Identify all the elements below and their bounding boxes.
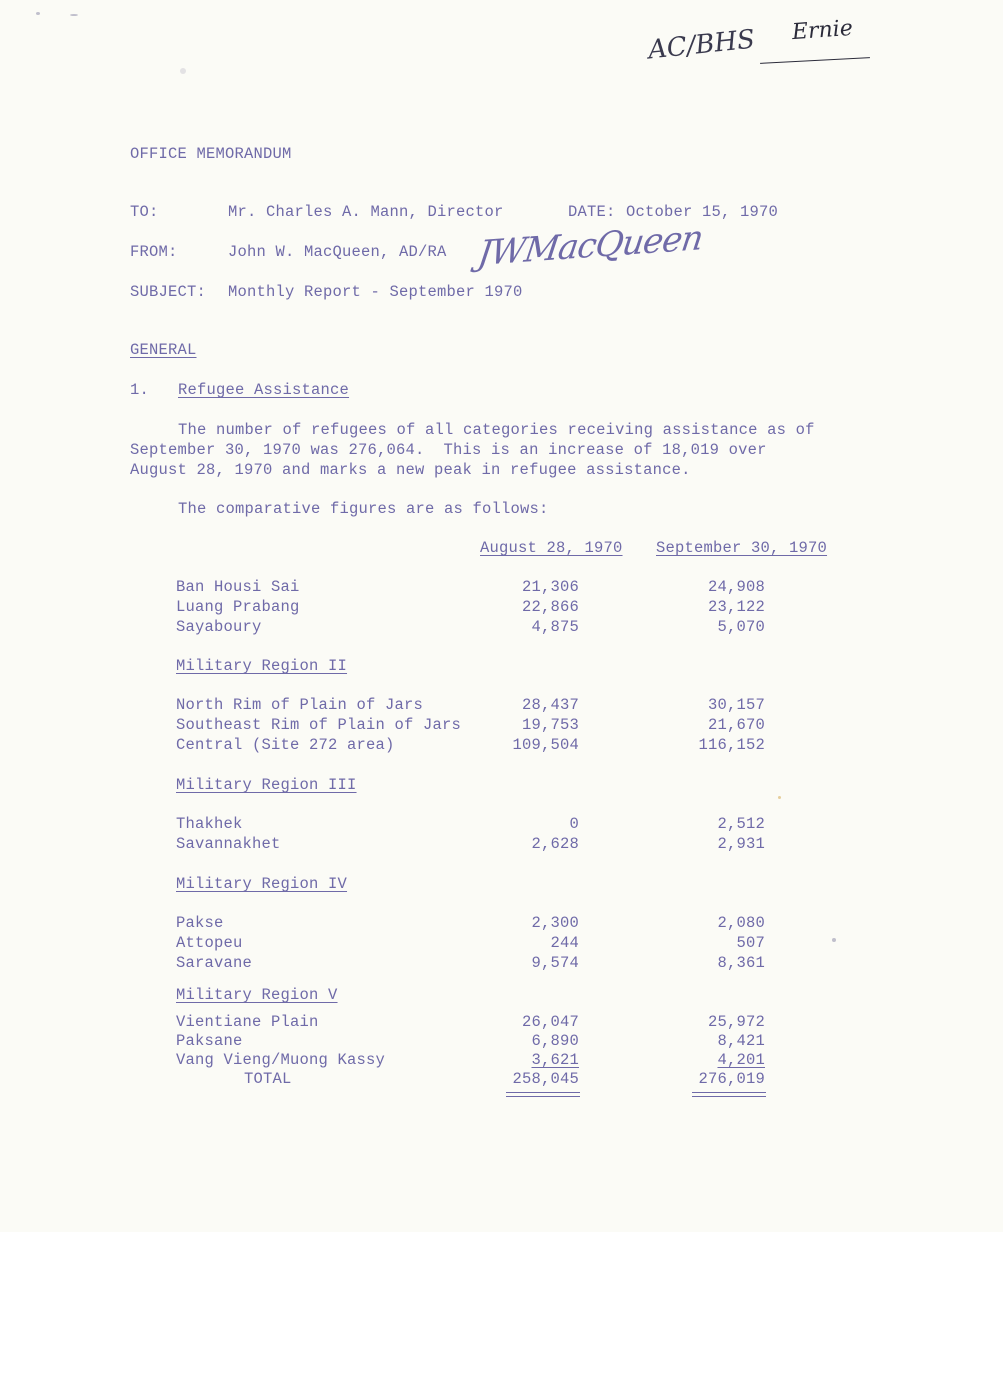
paragraph-line: September 30, 1970 was 276,064. This is an increase of 18,019 over [130, 441, 767, 459]
item-number: 1. [130, 381, 150, 399]
total-label: TOTAL [244, 1070, 292, 1088]
row-aug-value: 6,890 [531, 1032, 579, 1050]
table-intro: The comparative figures are as follows: [178, 500, 549, 518]
row-sep-value: 8,421 [717, 1032, 765, 1050]
row-sep-value: 2,931 [717, 835, 765, 853]
row-aug-value: 28,437 [521, 696, 579, 714]
to-label: TO: [130, 203, 159, 221]
total-sep-double-rule [692, 1096, 766, 1097]
row-aug-value: 2,300 [531, 914, 579, 932]
routing-initials: AC/BHS [646, 24, 757, 66]
total-sep-double-rule [692, 1092, 766, 1093]
scan-speck [180, 68, 186, 74]
row-sep-value: 30,157 [707, 696, 765, 714]
row-name: Thakhek [176, 815, 243, 833]
row-aug-value: 0 [569, 815, 579, 833]
date-value: October 15, 1970 [626, 203, 779, 221]
scan-speck [70, 14, 78, 16]
row-aug-value: 19,753 [521, 716, 579, 734]
row-aug-value: 3,621 [531, 1051, 579, 1069]
row-sep-value: 23,122 [707, 598, 765, 616]
total-aug-double-rule [506, 1092, 580, 1093]
paragraph-line: The number of refugees of all categories receiving assistance as of [178, 421, 815, 439]
row-aug-value: 2,628 [531, 835, 579, 853]
row-name: Attopeu [176, 934, 243, 952]
total-aug-double-rule [506, 1096, 580, 1097]
row-sep-value: 8,361 [717, 954, 765, 972]
row-name: Ban Housi Sai [176, 578, 300, 596]
routing-underline [760, 57, 870, 64]
row-sep-value: 507 [736, 934, 765, 952]
scan-speck [832, 938, 836, 942]
row-aug-value: 244 [550, 934, 579, 952]
row-sep-value: 5,070 [717, 618, 765, 636]
row-name: Saravane [176, 954, 253, 972]
row-sep-value: 25,972 [707, 1013, 765, 1031]
row-sep-value: 2,512 [717, 815, 765, 833]
row-name: Central (Site 272 area) [176, 736, 395, 754]
row-sep-value: 116,152 [698, 736, 765, 754]
total-aug-value: 258,045 [512, 1070, 579, 1088]
region-heading: Military Region V [176, 986, 338, 1004]
row-name: Pakse [176, 914, 224, 932]
scan-speck [778, 796, 781, 799]
region-heading: Military Region IV [176, 875, 348, 893]
from-value: John W. MacQueen, AD/RA [228, 243, 447, 261]
row-aug-value: 109,504 [512, 736, 579, 754]
row-sep-value: 4,201 [717, 1051, 765, 1069]
subject-label: SUBJECT: [130, 283, 207, 301]
column-header-september: September 30, 1970 [656, 539, 828, 557]
total-sep-value: 276,019 [698, 1070, 765, 1088]
row-name: Savannakhet [176, 835, 281, 853]
subject-value: Monthly Report - September 1970 [228, 283, 523, 301]
memo-heading: OFFICE MEMORANDUM [130, 145, 292, 163]
scan-speck [36, 12, 40, 15]
row-name: Paksane [176, 1032, 243, 1050]
row-name: Vang Vieng/Muong Kassy [176, 1051, 386, 1069]
row-aug-value: 21,306 [521, 578, 579, 596]
from-label: FROM: [130, 243, 178, 261]
section-heading: GENERAL [130, 341, 197, 359]
row-aug-value: 26,047 [521, 1013, 579, 1031]
region-heading: Military Region III [176, 776, 357, 794]
column-header-august: August 28, 1970 [480, 539, 623, 557]
row-name: Sayaboury [176, 618, 262, 636]
paragraph-line: August 28, 1970 and marks a new peak in refugee assistance. [130, 461, 691, 479]
row-aug-value: 22,866 [521, 598, 579, 616]
row-name: Luang Prabang [176, 598, 300, 616]
routing-name: Ernie [791, 15, 854, 46]
region-heading: Military Region II [176, 657, 348, 675]
to-value: Mr. Charles A. Mann, Director [228, 203, 504, 221]
row-name: Vientiane Plain [176, 1013, 319, 1031]
item-title: Refugee Assistance [178, 381, 350, 399]
row-sep-value: 24,908 [707, 578, 765, 596]
row-sep-value: 21,670 [707, 716, 765, 734]
row-name: Southeast Rim of Plain of Jars [176, 716, 462, 734]
row-aug-value: 4,875 [531, 618, 579, 636]
date-label: DATE: [568, 203, 616, 221]
row-name: North Rim of Plain of Jars [176, 696, 424, 714]
row-sep-value: 2,080 [717, 914, 765, 932]
row-aug-value: 9,574 [531, 954, 579, 972]
signature: JWMacQueen [475, 217, 706, 275]
